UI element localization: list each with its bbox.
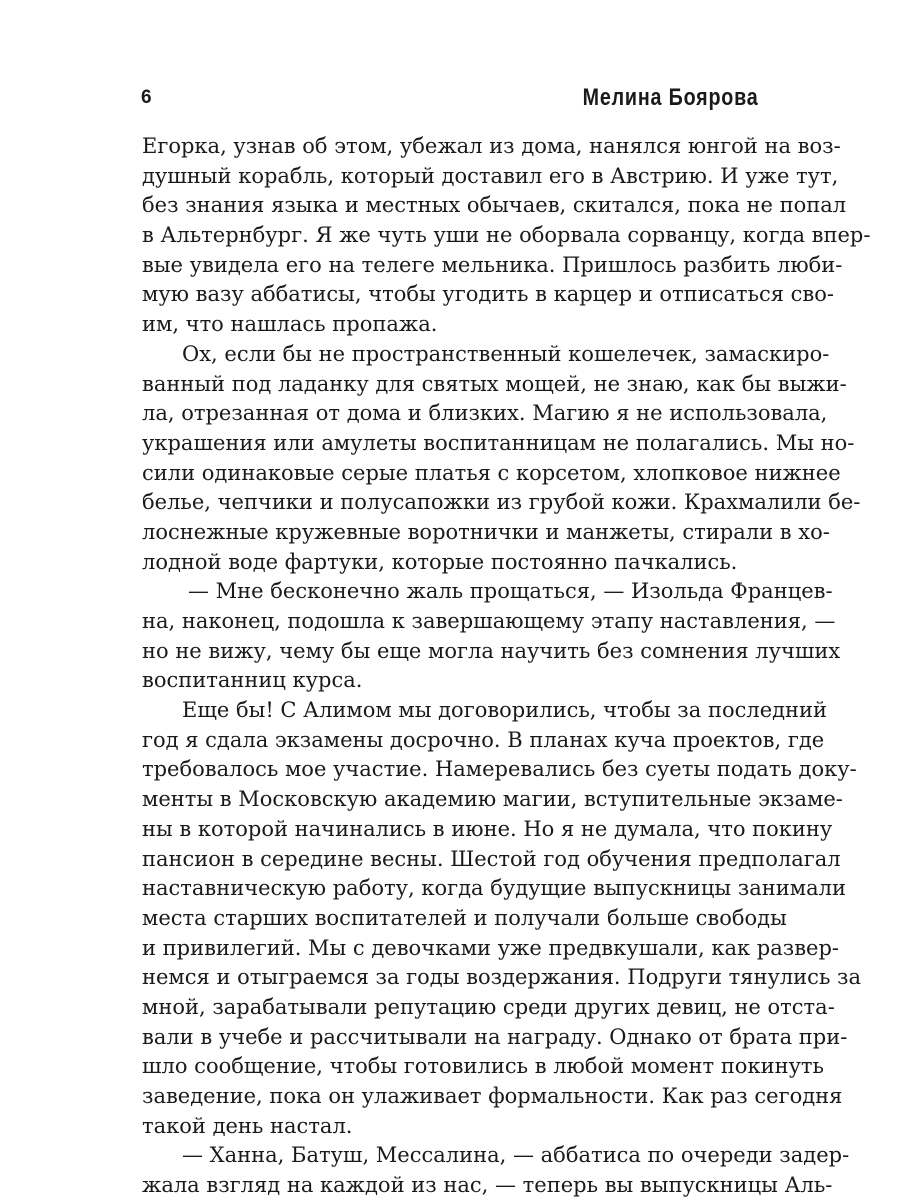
text-line: места старших воспитателей и получали больше свободы (142, 905, 787, 930)
text-line: лодной воде фартуки, которые постоянно пачкались. (142, 549, 738, 574)
text-line: лоснежные кружевные воротнички и манжеты, стирали в хо- (142, 519, 830, 544)
text-line: душный корабль, который доставил его в Австрию. И уже тут, (142, 163, 839, 188)
text-line: в Альтернбург. Я же чуть уши не оборвала сорванцу, когда впер- (142, 223, 871, 248)
page-number: 6 (141, 87, 153, 108)
text-line: Еще бы! С Алимом мы договорились, чтобы за последний (182, 698, 828, 723)
text-line: но не вижу, чему бы еще могла научить без сомнения лучших (142, 638, 841, 663)
text-line: воспитанниц курса. (142, 668, 363, 693)
text-line: Ох, если бы не пространственный кошелечек, замаскиро- (182, 341, 830, 366)
body-text (142, 132, 871, 1201)
text-line: шло сообщение, чтобы готовились в любой момент покинуть (142, 1054, 824, 1079)
text-line: наставническую работу, когда будущие выпускницы занимали (142, 876, 846, 901)
text-line: такой день настал. (142, 1113, 353, 1138)
text-line: заведение, пока он улаживает формальности. Как раз сегодня (142, 1084, 843, 1108)
text-line: белье, чепчики и полусапожки из грубой кожи. Крахмалили бе- (142, 490, 861, 515)
running-title: Мелина Боярова (583, 84, 759, 111)
text-line: им, что нашлась пропажа. (142, 312, 438, 337)
text-line: немся и отыграемся за годы воздержания. Подруги тянулись за (142, 965, 862, 990)
text-line: без знания языка и местных обычаев, скитался, пока не попал (142, 193, 847, 218)
text-line: сили одинаковые серые платья с корсетом, хлопковое нижнее (142, 460, 841, 485)
page-header (141, 80, 759, 116)
text-line: и привилегий. Мы с девочками уже предвкушали, как развер- (142, 935, 839, 960)
text-line: — Ханна, Батуш, Мессалина, — аббатиса по очереди задер- (182, 1143, 850, 1168)
text-line: мую вазу аббатисы, чтобы угодить в карцер и отписаться сво- (142, 282, 834, 307)
text-line: ны в которой начинались в июне. Но я не думала, что покину (142, 816, 833, 841)
text-line: жала взгляд на каждой из нас, — теперь вы выпускницы Аль- (142, 1173, 833, 1198)
text-line: украшения или амулеты воспитанницам не полагались. Мы но- (142, 430, 855, 455)
text-line: менты в Московскую академию магии, вступительные экзаме- (142, 787, 843, 812)
text-line: вали в учебе и рассчитывали на награду. Однако от брата при- (142, 1024, 848, 1049)
text-line: ла, отрезанная от дома и близких. Магию я не использовала, (142, 401, 828, 426)
text-line: требовалось мое участие. Намеревались без суеты подать доку- (142, 757, 857, 782)
text-line: год я сдала экзамены досрочно. В планах куча проектов, где (142, 727, 825, 752)
text-line: ванный под ладанку для святых мощей, не знаю, как бы выжи- (142, 371, 847, 396)
text-line: мной, зарабатывали репутацию среди других девиц, не отста- (142, 994, 835, 1019)
text-line: Егорка, узнав об этом, убежал из дома, нанялся юнгой на воз- (142, 134, 841, 158)
text-line: вые увидела его на телеге мельника. Пришлось разбить люби- (142, 252, 843, 277)
text-line: на, наконец, подошла к завершающему этапу наставления, — (142, 609, 836, 633)
text-line: — Мне бесконечно жаль прощаться, — Изольда Францев- (188, 579, 833, 604)
text-line: пансион в середине весны. Шестой год обучения предполагал (142, 846, 841, 871)
